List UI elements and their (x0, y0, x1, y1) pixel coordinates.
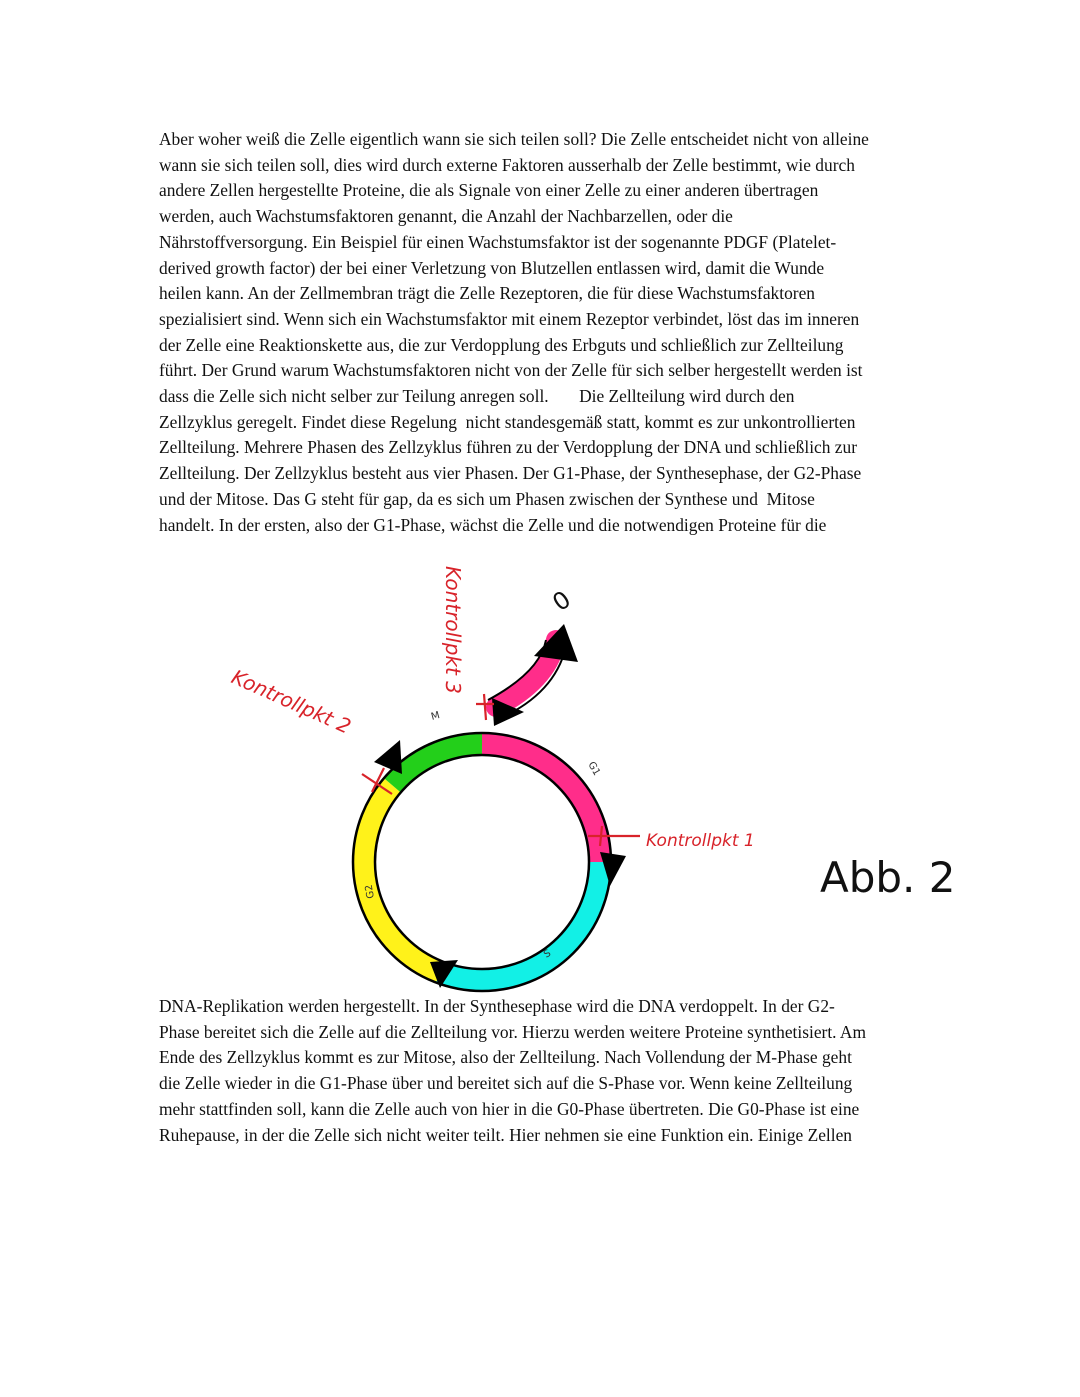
text-line: Zellteilung. Der Zellzyklus besteht aus vier Phasen. Der G1-Phase, der Synthesephase, der G2-Phase (159, 463, 862, 484)
checkpoint-3-label: Kontrollpkt 3 (441, 566, 465, 694)
text-line: Zellzyklus geregelt. Findet diese Regelung nicht standesgemäß statt, kommt es zur unkontrollierten (159, 411, 856, 432)
figure-caption: Abb. 2 (820, 853, 956, 902)
text-line: Zellteilung. Mehrere Phasen des Zellzyklus führen zu der Verdopplung der DNA und schließlich zur (159, 437, 858, 458)
g1-phase-arc (482, 744, 600, 862)
text-line: dass die Zelle sich nicht selber zur Teilung anregen soll. Die Zellteilung wird durch den (159, 386, 795, 407)
text-line: werden, auch Wachstumsfaktoren genannt, die Anzahl der Nachbarzellen, oder die (159, 206, 733, 227)
text-line: spezialisiert sind. Wenn sich ein Wachstumsfaktor mit einem Rezeptor verbindet, löst das im inneren (159, 308, 860, 329)
label-g2: G2 (363, 883, 377, 900)
text-line: wann sie sich teilen soll, dies wird durch externe Faktoren ausserhalb der Zelle bestimmt, wie durch (159, 154, 855, 175)
text-line: Ende des Zellzyklus kommt es zur Mitose, also der Zellteilung. Nach Vollendung der M-Phase geht (159, 1047, 852, 1068)
label-m: M (429, 710, 442, 723)
paragraph-bottom (159, 994, 959, 1148)
text-line: handelt. In der ersten, also der G1-Phase, wächst die Zelle und die notwendigen Proteine für die (159, 514, 827, 535)
label-g1: G1 (585, 760, 602, 778)
arrowhead-g2-m (374, 740, 402, 774)
text-line: Aber woher weiß die Zelle eigentlich wann sie sich teilen soll? Die Zelle entscheidet nicht von alleine (159, 129, 869, 149)
text-line: derived growth factor) der bei einer Verletzung von Blutzellen entlassen wird, damit die Wunde (159, 257, 825, 278)
text-line: die Zelle wieder in die G1-Phase über und bereitet sich auf die S-Phase vor. Wenn keine Zellteilung (159, 1073, 853, 1094)
cell-cycle-diagram (200, 555, 1000, 1000)
text-line: DNA-Replikation werden hergestellt. In der Synthesephase wird die DNA verdoppelt. In der G2- (159, 996, 835, 1016)
text-line: mehr stattfinden soll, kann die Zelle auch von hier in die G0-Phase übertreten. Die G0-Phase ist eine (159, 1098, 860, 1119)
text-line: der Zelle eine Reaktionskette aus, die zur Verdopplung des Erbguts und schließlich zur Zellteilung (159, 334, 844, 355)
checkpoint-1-label: Kontrollpkt 1 (646, 831, 755, 851)
checkpoint-2-label: Kontrollpkt 2 (227, 664, 355, 739)
paragraph-top (159, 127, 959, 538)
g0-arrowhead (534, 624, 578, 662)
text-line: führt. Der Grund warum Wachstumsfaktoren nicht von der Zelle für sich selber hergestellt werden ist (159, 360, 863, 381)
text-line: andere Zellen hergestellte Proteine, die als Signale von einer Zelle zu einer anderen übertragen (159, 180, 819, 201)
label-s: S (542, 947, 554, 961)
text-line: Nährstoffversorgung. Ein Beispiel für einen Wachstumsfaktor ist der sogenannte PDGF (Platelet- (159, 231, 837, 252)
text-line: und der Mitose. Das G steht für gap, da es sich um Phasen zwischen der Synthese und Mitose (159, 488, 815, 509)
label-g0: 0 (547, 585, 576, 617)
text-line: Ruhepause, in der die Zelle sich nicht weiter teilt. Hier nehmen sie eine Funktion ein. Einige Zellen (159, 1124, 853, 1145)
cycle-inner-outline (375, 755, 589, 969)
text-line: Phase bereitet sich die Zelle auf die Zellteilung vor. Hierzu werden weitere Proteine synthetisiert. Am (159, 1021, 866, 1042)
text-line: heilen kann. An der Zellmembran trägt die Zelle Rezeptoren, die für diese Wachstumsfaktoren (159, 283, 815, 304)
